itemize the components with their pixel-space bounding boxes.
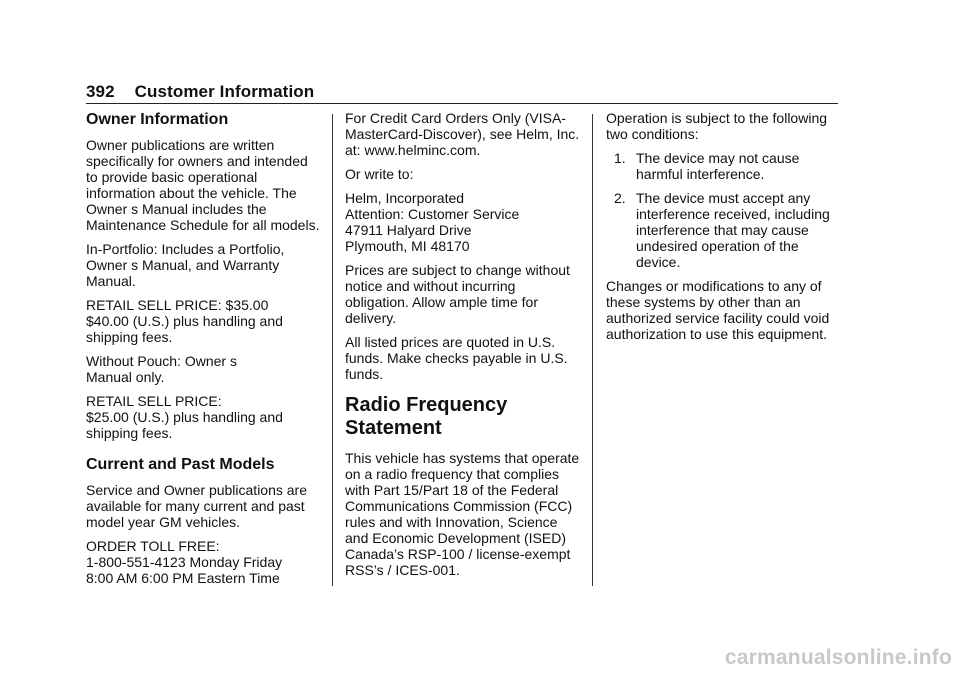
paragraph: Service and Owner publications are available for many current and past model year GM vehicles. [86,482,308,530]
paragraph: Changes or modifications to any of these systems by other than an authorized service facility could void authorization to use this equipment. [606,278,830,342]
column-1 [86,110,321,594]
header-rule [86,103,838,104]
list-text: The device may not cause harmful interference. [636,150,800,182]
column-divider-2 [592,114,593,586]
list-text: The device must accept any interference received, including interference that may cause undesired operation of the device. [636,190,830,270]
heading-radio-frequency: Radio Frequency Statement [345,394,508,439]
address: Helm, Incorporated Attention: Customer Service 47911 Halyard Drive Plymouth, MI 48170 [345,190,520,254]
paragraph: Operation is subject to the following two conditions: [606,110,828,142]
paragraph: This vehicle has systems that operate on a radio frequency that complies with Part 15/Part 18 of the Federal Communications Commission (FCC) rules and with Innovation, Science and Economic Development (ISED) Canada’s RSP-100 / license-exempt RSS’s / ICES-001. [345,450,580,578]
section-title: Customer Information [134,82,315,101]
list-number: 2. [614,190,626,206]
paragraph: ORDER TOLL FREE: 1-800-551-4123 Monday Friday 8:00 AM 6:00 PM Eastern Time [86,538,283,586]
paragraph: For Credit Card Orders Only (VISA-MasterCard-Discover), see Helm, Inc. at: www.helminc.com. [345,110,580,158]
heading-owner-information: Owner Information [86,111,229,128]
paragraph: In-Portfolio: Includes a Portfolio, Owner s Manual, and Warranty Manual. [86,241,285,289]
paragraph: Without Pouch: Owner s Manual only. [86,353,237,385]
watermark: carmanualsonline.info [724,646,952,669]
list-item [606,190,846,270]
paragraph: RETAIL SELL PRICE: $35.00 $40.00 (U.S.) plus handling and shipping fees. [86,297,283,345]
page-number: 392 [86,82,115,101]
paragraph: All listed prices are quoted in U.S. funds. Make checks payable in U.S. funds. [345,334,568,382]
conditions-list [606,150,846,270]
column-divider-1 [332,114,333,586]
paragraph: RETAIL SELL PRICE: $25.00 (U.S.) plus handling and shipping fees. [86,393,283,441]
column-2 [345,110,580,586]
column-3 [606,110,846,350]
paragraph: Owner publications are written specifically for owners and intended to provide basic operational information about the vehicle. The Owner s Manual includes the Maintenance Schedule for all models. [86,137,320,233]
list-item [606,150,846,182]
paragraph: Prices are subject to change without notice and without incurring obligation. Allow ample time for delivery. [345,262,570,326]
list-number: 1. [614,150,626,166]
heading-current-past-models: Current and Past Models [86,456,275,473]
page-header [86,82,314,102]
paragraph: Or write to: [345,166,414,182]
